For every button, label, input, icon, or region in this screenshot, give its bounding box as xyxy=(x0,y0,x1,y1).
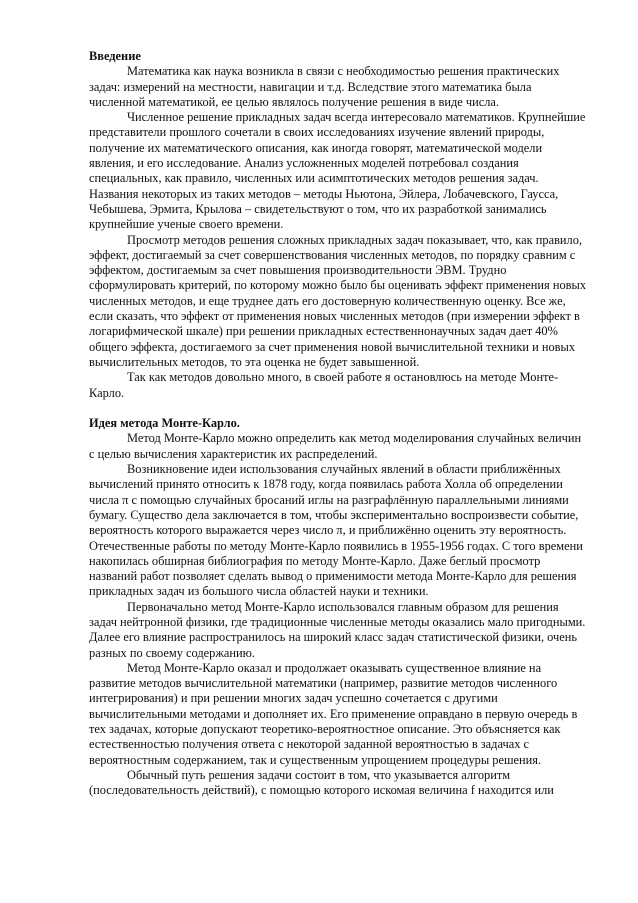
section-gap xyxy=(89,401,589,416)
idea-paragraph-4: Метод Монте-Карло оказал и продолжает оказывать существенное влияние на развитие методов вычислительной математики (например, развитие методов численного интегрирования) и при решении многих задач успешно сочетается с другими вычислительными методами и дополняет их. Его применение оправдано в первую очередь в тех задачах, которые допускают теоретико-вероятностное описание. Это объясняется как естественностью получения ответа с некоторой заданной вероятностью в задачах с вероятностным содержанием, так и существенным упрощением процедуры решения. xyxy=(89,660,578,767)
idea-paragraph-5: Обычный путь решения задачи состоит в том, что указывается алгоритм (последовательность действий), с помощью которого искомая величина f находится или xyxy=(89,767,554,798)
idea-paragraph-1: Метод Монте-Карло можно определить как метод моделирования случайных величин с целью вычисления характеристик их распределений. xyxy=(89,431,582,461)
intro-paragraph-4: Так как методов довольно много, в своей работе я остановлюсь на методе Монте-Карло. xyxy=(89,370,559,400)
idea-heading: Идея метода Монте-Карло. xyxy=(89,416,240,431)
intro-paragraph-1: Математика как наука возникла в связи с необходимостью решения практических задач: измерений на местности, навигации и т.д. Вследствие этого математика была численной математикой, ее целью являлось получение решения в виде числа. xyxy=(89,64,560,109)
document-page xyxy=(89,49,589,799)
intro-heading: Введение xyxy=(89,49,141,63)
idea-paragraph-3: Первоначально метод Монте-Карло использовался главным образом для решения задач нейтронной физики, где традиционные численные методы оказались мало пригодными. Далее его влияние распространилось на широкий класс задач статистической физики, очень разных по своему содержанию. xyxy=(89,599,586,660)
intro-paragraph-2: Численное решение прикладных задач всегда интересовало математиков. Крупнейшие представители прошлого сочетали в своих исследованиях изучение явлений природы, получение их математического описания, как иногда говорят, математической модели явления, и его исследование. Анализ усложненных моделей потребовал создания специальных, как правило, численных или асимптотических методов решения задач. Названия некоторых из таких методов – методы Ньютона, Эйлера, Лобачевского, Гаусса, Чебышева, Эрмита, Крылова – свидетельствуют о том, что их разработкой занимались крупнейшие ученые своего времени. xyxy=(89,110,586,232)
intro-paragraph-3: Просмотр методов решения сложных прикладных задач показывает, что, как правило, эффект, достигаемый за счет совершенствования численных методов, по порядку сравним с эффектом, достигаемым за счет повышения производительности ЭВМ. Трудно сформулировать критерий, по которому можно было бы оценивать эффект применения новых численных методов, и еще труднее дать его достоверную количественную оценку. Все же, если сказать, что эффект от применения новых численных методов (при измерении эффект в логарифмической шкале) при решении прикладных естественнонаучных задач дает 40% общего эффекта, достигаемого за счет применения новой вычислительной техники и новых вычислительных методов, то эта оценка не будет завышенной. xyxy=(89,232,587,369)
idea-paragraph-2: Возникновение идеи использования случайных явлений в области приближённых вычислений принято относить к 1878 году, когда появилась работа Холла об определении числа π с помощью случайных бросаний иглы на разграфлённую параллельными линиями бумагу. Существо дела заключается в том, чтобы экспериментально воспроизвести событие, вероятность которого выражается через число π, и приближённо оценить эту вероятность. Отечественные работы по методу Монте-Карло появились в 1955-1956 годах. С того времени накопилась обширная библиография по методу Монте-Карло. Даже беглый просмотр названий работ позволяет сделать вывод о применимости метода Монте-Карло для решения прикладных задач из большого числа областей науки и техники. xyxy=(89,462,583,599)
